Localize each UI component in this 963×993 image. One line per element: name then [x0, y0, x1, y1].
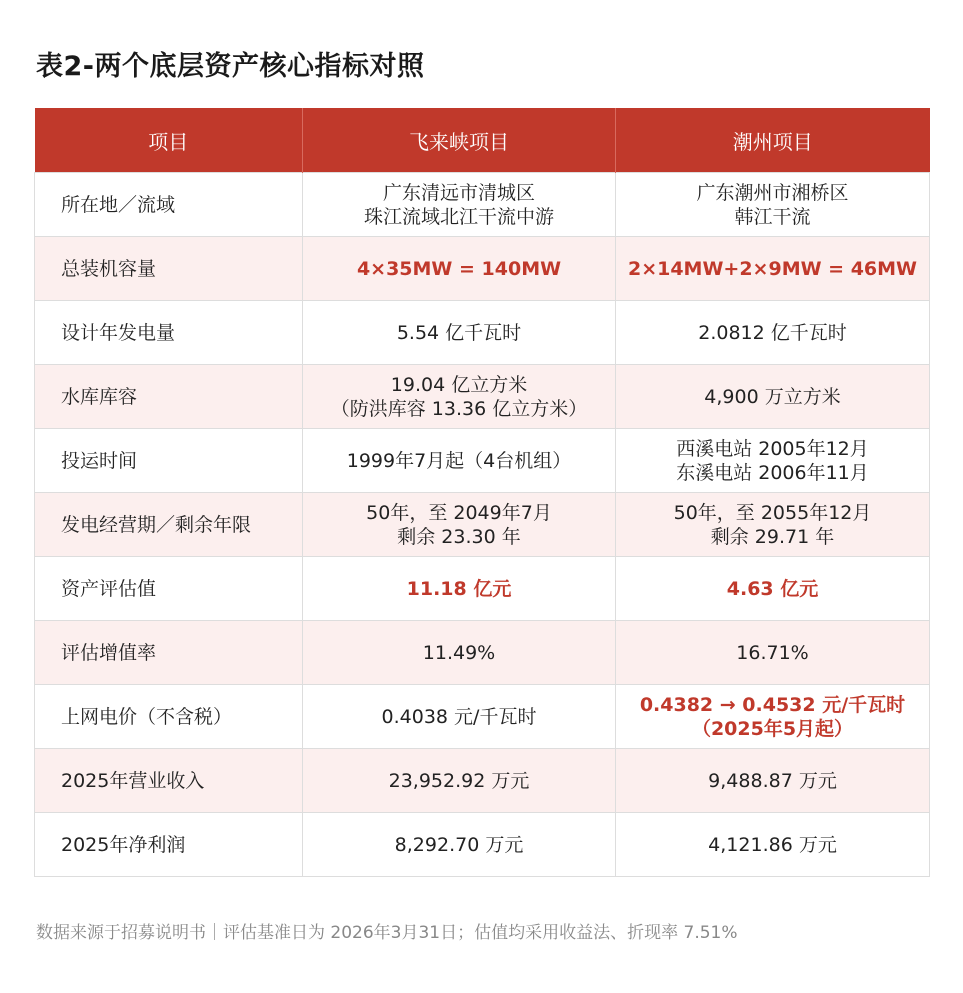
cell-line: 2×14MW+2×9MW = 46MW: [627, 257, 918, 280]
cell-line: 1999年7月起（4台机组）: [346, 449, 572, 472]
cell-line: 19.04 亿立方米: [390, 373, 528, 396]
chaozhou-value: [616, 813, 930, 877]
row-label: 总装机容量: [35, 237, 303, 301]
cell-line: 0.4382 → 0.4532 元/千瓦时: [639, 693, 906, 716]
cell-line: 0.4038 元/千瓦时: [381, 705, 537, 728]
page-title: 表2-两个底层资产核心指标对照: [36, 51, 425, 82]
feilaixia-value: [303, 621, 616, 685]
cell-line: （防洪库容 13.36 亿立方米）: [330, 397, 588, 420]
row-label: 设计年发电量: [35, 301, 303, 365]
row-label: 2025年净利润: [35, 813, 303, 877]
feilaixia-value: [303, 429, 616, 493]
table-row: [35, 749, 930, 813]
row-label: 投运时间: [35, 429, 303, 493]
cell-line: 剩余 29.71 年: [710, 525, 835, 548]
row-label: 2025年营业收入: [35, 749, 303, 813]
table-row: [35, 237, 930, 301]
feilaixia-value: [303, 173, 616, 237]
feilaixia-value: [303, 685, 616, 749]
chaozhou-value: [616, 365, 930, 429]
feilaixia-value: [303, 557, 616, 621]
cell-line: 西溪电站 2005年12月: [676, 437, 869, 460]
feilaixia-value: [303, 493, 616, 557]
cell-line: 剩余 23.30 年: [397, 525, 521, 548]
cell-line: 珠江流域北江干流中游: [363, 205, 554, 228]
table-row: [35, 621, 930, 685]
feilaixia-value: [303, 301, 616, 365]
table-row: [35, 493, 930, 557]
comparison-table: [34, 108, 930, 877]
row-label: 水库库容: [35, 365, 303, 429]
feilaixia-value: [303, 237, 616, 301]
cell-line: 4×35MW = 140MW: [356, 257, 562, 280]
chaozhou-value: [616, 685, 930, 749]
cell-line: 16.71%: [736, 641, 809, 664]
header-feilaixia: 飞来峡项目: [303, 108, 616, 173]
table-header-row: [35, 108, 930, 173]
cell-line: 广东清远市清城区: [382, 181, 535, 204]
cell-line: 9,488.87 万元: [708, 769, 837, 792]
row-label: 所在地／流域: [35, 173, 303, 237]
chaozhou-value: [616, 493, 930, 557]
cell-line: 广东潮州市湘桥区: [696, 181, 849, 204]
cell-line: 5.54 亿千瓦时: [396, 321, 522, 344]
cell-line: 50年，至 2049年7月: [366, 501, 552, 524]
chaozhou-value: [616, 173, 930, 237]
row-label: 评估增值率: [35, 621, 303, 685]
chaozhou-value: [616, 301, 930, 365]
chaozhou-value: [616, 621, 930, 685]
chaozhou-value: [616, 237, 930, 301]
cell-line: 8,292.70 万元: [394, 833, 524, 856]
cell-line: 50年，至 2055年12月: [673, 501, 872, 524]
header-item: 项目: [35, 108, 303, 173]
table-row: [35, 429, 930, 493]
cell-line: （2025年5月起）: [691, 717, 854, 740]
row-label: 发电经营期／剩余年限: [35, 493, 303, 557]
cell-line: 韩江干流: [734, 205, 811, 228]
feilaixia-value: [303, 365, 616, 429]
row-label: 上网电价（不含税）: [35, 685, 303, 749]
chaozhou-value: [616, 429, 930, 493]
feilaixia-value: [303, 749, 616, 813]
table-row: [35, 685, 930, 749]
chaozhou-value: [616, 557, 930, 621]
table-row: [35, 557, 930, 621]
cell-line: 11.49%: [422, 641, 496, 664]
table-row: [35, 365, 930, 429]
cell-line: 4,900 万立方米: [704, 385, 841, 408]
cell-line: 11.18 亿元: [406, 577, 512, 600]
feilaixia-value: [303, 813, 616, 877]
chaozhou-value: [616, 749, 930, 813]
cell-line: 东溪电站 2006年11月: [676, 461, 869, 484]
cell-line: 4,121.86 万元: [708, 833, 837, 856]
table-row: [35, 173, 930, 237]
table-row: [35, 813, 930, 877]
cell-line: 23,952.92 万元: [388, 769, 530, 792]
cell-line: 4.63 亿元: [726, 577, 819, 600]
table-body: [35, 173, 930, 877]
header-chaozhou: 潮州项目: [616, 108, 930, 173]
cell-line: 2.0812 亿千瓦时: [698, 321, 847, 344]
footnote: 数据来源于招募说明书｜评估基准日为 2026年3月31日；估值均采用收益法、折现率 7.51%: [36, 923, 738, 943]
table-row: [35, 301, 930, 365]
row-label: 资产评估值: [35, 557, 303, 621]
